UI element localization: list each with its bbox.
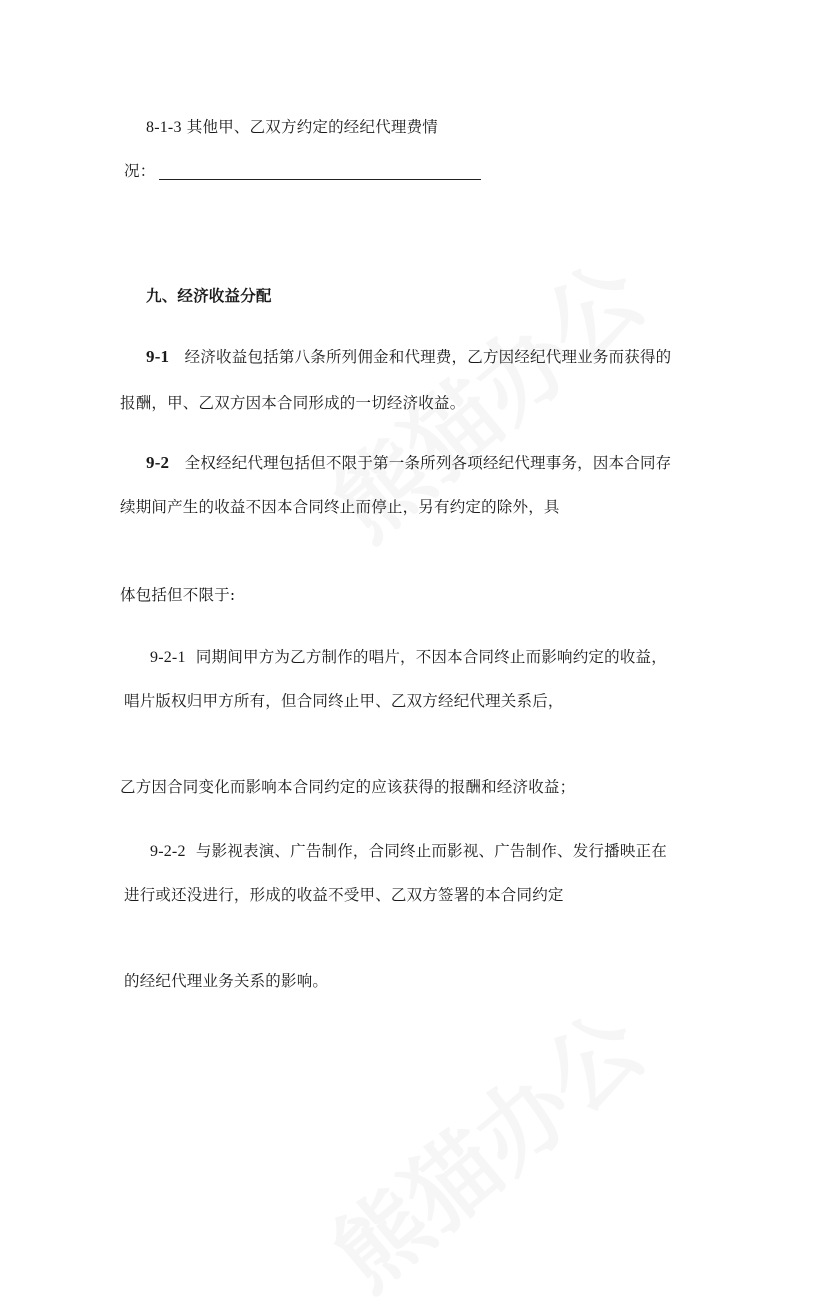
item-9-2-2-number: 9-2-2	[150, 843, 186, 860]
item-9-2-2-line3: 的经纪代理业务关系的影响。	[124, 972, 329, 990]
item-9-2-number: 9-2	[146, 453, 170, 472]
item-9-2-1-number: 9-2-1	[150, 649, 186, 666]
item-8-1-3-text: 其他甲、乙双方约定的经纪代理费情	[186, 118, 438, 136]
item-9-1-number: 9-1	[146, 347, 170, 366]
item-8-1-3-number: 8-1-3	[146, 119, 182, 136]
item-9-2-line3: 体包括但不限于:	[120, 586, 236, 604]
watermark-bottom	[301, 977, 668, 1315]
item-9-2-1-line2: 唱片版权归甲方所有，但合同终止甲、乙双方经纪代理关系后，	[124, 692, 564, 710]
item-9-1-line1	[146, 346, 671, 368]
item-9-2-2-line2: 进行或还没进行，形成的收益不受甲、乙双方签署的本合同约定	[124, 886, 564, 904]
item-9-2-2-line1	[150, 840, 667, 863]
item-9-1-text1: 经济收益包括第八条所列佣金和代理费，乙方因经纪代理业务而获得的	[184, 348, 672, 366]
item-9-2-line2: 续期间产生的收益不因本合同终止而停止，另有约定的除外，具	[120, 498, 560, 516]
item-9-1-line2: 报酬，甲、乙双方因本合同形成的一切经济收益。	[120, 394, 466, 412]
fill-in-blank-line	[159, 163, 481, 180]
item-9-2-1-text1: 同期间甲方为乙方制作的唱片，不因本合同终止而影响约定的收益，	[195, 648, 667, 666]
item-8-1-3-line1	[146, 116, 438, 139]
section-9-heading: 九、经济收益分配	[146, 286, 272, 305]
item-9-2-text1: 全权经纪代理包括但不限于第一条所列各项经纪代理事务，因本合同存	[184, 454, 672, 472]
item-9-2-line1	[146, 452, 671, 474]
item-8-1-3-line2	[124, 160, 481, 182]
item-9-2-1-line3: 乙方因合同变化而影响本合同约定的应该获得的报酬和经济收益；	[120, 778, 576, 796]
item-9-2-1-line1	[150, 646, 667, 669]
item-9-2-2-text1: 与影视表演、广告制作，合同终止而影视、广告制作、发行播映正在	[195, 842, 667, 860]
item-8-1-3-continuation: 况：	[124, 162, 156, 180]
